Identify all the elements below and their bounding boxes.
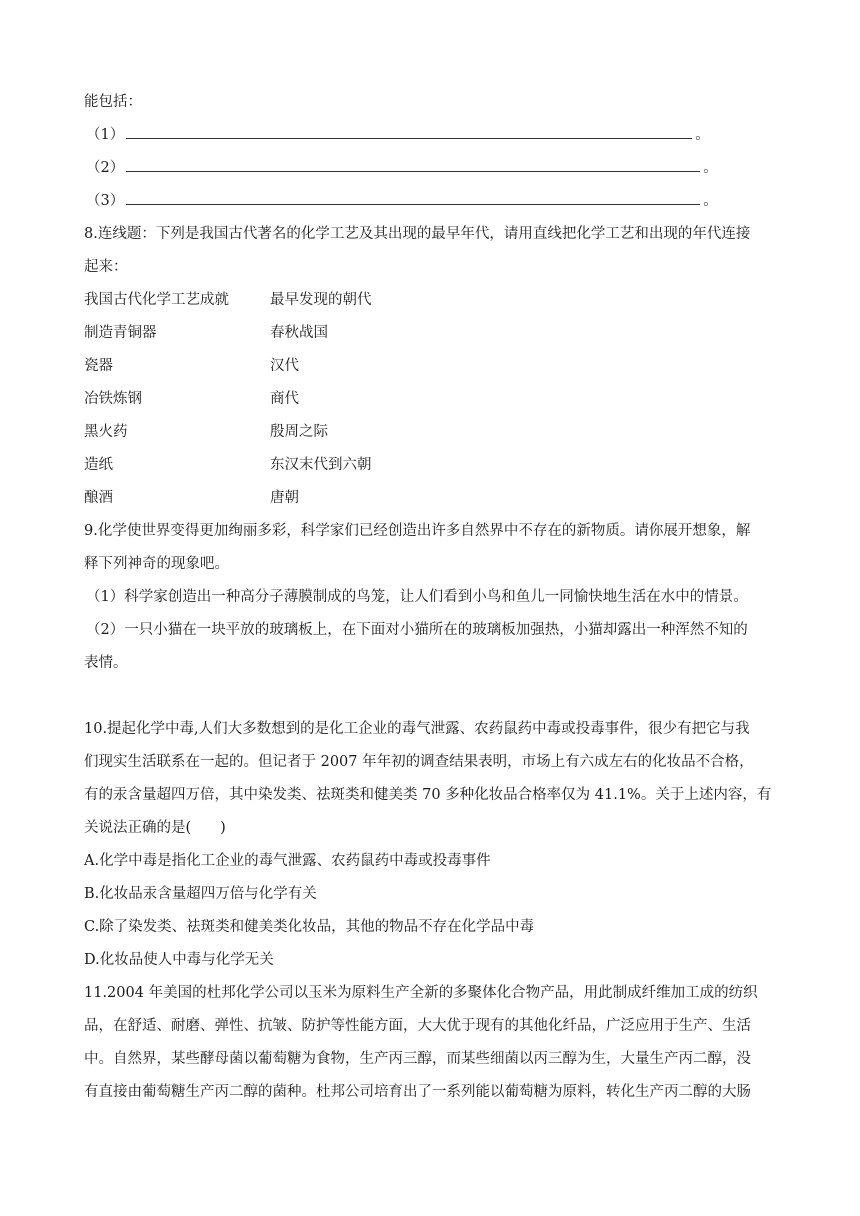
match-right-item[interactable]: 春秋战国 <box>270 325 328 341</box>
match-header-left: 我国古代化学工艺成就 <box>84 292 229 308</box>
q9-stem-line-1: 9.化学使世界变得更加绚丽多彩，科学家们已经创造出许多自然界中不存在的新物质。请你展开想象，解 <box>84 523 751 539</box>
q10-option-c[interactable]: C.除了染发类、祛斑类和健美类化妆品，其他的物品不存在化学品中毒 <box>84 919 535 935</box>
q10-option-a[interactable]: A.化学中毒是指化工企业的毒气泄露、农药鼠药中毒或投毒事件 <box>84 853 491 869</box>
match-header-right: 最早发现的朝代 <box>270 292 372 308</box>
section-gap <box>84 680 784 713</box>
q7-blank-3[interactable] <box>84 185 784 218</box>
blank-number: （3） <box>86 193 125 209</box>
match-left-item[interactable]: 冶铁炼钢 <box>84 391 142 407</box>
q9-stem-line-2: 释下列神奇的现象吧。 <box>84 556 229 572</box>
answer-line[interactable] <box>126 120 692 139</box>
q11-line-2: 品，在舒适、耐磨、弹性、抗皱、防护等性能方面，大大优于现有的其他化纤品，广泛应用于生产、生活 <box>84 1018 751 1034</box>
blank-end: 。 <box>703 193 718 209</box>
q10-option-d[interactable]: D.化妆品使人中毒与化学无关 <box>84 952 274 968</box>
blank-number: （2） <box>86 160 125 176</box>
match-right-item[interactable]: 唐朝 <box>270 490 299 506</box>
match-left-item[interactable]: 制造青铜器 <box>84 325 157 341</box>
document-page <box>84 86 784 1109</box>
q11-line-1: 11.2004 年美国的杜邦化学公司以玉米为原料生产全新的多聚体化合物产品，用此制成纤维加工成的纺织 <box>84 985 758 1001</box>
answer-line[interactable] <box>126 153 700 172</box>
q7-lead: 能包括： <box>84 94 142 110</box>
q8-stem-line-1: 8.连线题：下列是我国古代著名的化学工艺及其出现的最早年代，请用直线把化学工艺和出现的年代连接 <box>84 226 751 242</box>
q10-line-1: 10.提起化学中毒,人们大多数想到的是化工企业的毒气泄露、农药鼠药中毒或投毒事件，很少有把它与我 <box>84 721 750 737</box>
match-right-item[interactable]: 商代 <box>270 391 299 407</box>
match-right-item[interactable]: 殷周之际 <box>270 424 328 440</box>
q11-line-3: 中。自然界，某些酵母菌以葡萄糖为食物，生产丙三醇，而某些细菌以丙三醇为生，大量生产丙二醇，没 <box>84 1051 751 1067</box>
blank-end: 。 <box>695 127 710 143</box>
q8-matching-table <box>84 284 784 515</box>
q10-line-4: 关说法正确的是( ) <box>84 820 226 836</box>
q10-line-2: 们现实生活联系在一起的。但记者于 2007 年年初的调查结果表明，市场上有六成左右的化妆品不合格， <box>84 754 754 770</box>
answer-line[interactable] <box>126 186 700 205</box>
match-right-item[interactable]: 东汉末代到六朝 <box>270 457 372 473</box>
q10-line-3: 有的汞含量超四万倍，其中染发类、祛斑类和健美类 70 多种化妆品合格率仅为 41.1%。关于上述内容，有 <box>84 787 772 803</box>
q9-item-1: （1）科学家创造出一种高分子薄膜制成的鸟笼，让人们看到小鸟和鱼儿一同愉快地生活在水中的情景。 <box>86 589 748 605</box>
match-left-item[interactable]: 黑火药 <box>84 424 128 440</box>
match-left-item[interactable]: 造纸 <box>84 457 113 473</box>
q9-item-2-line-1: （2）一只小猫在一块平放的玻璃板上，在下面对小猫所在的玻璃板加强热，小猫却露出一种浑然不知的 <box>86 622 748 638</box>
blank-number: （1） <box>86 127 125 143</box>
q9-item-2-line-2: 表情。 <box>84 655 128 671</box>
q8-stem-line-2: 起来： <box>84 259 128 275</box>
blank-end: 。 <box>703 160 718 176</box>
q7-blank-1[interactable] <box>84 119 784 152</box>
q7-blank-2[interactable] <box>84 152 784 185</box>
q10-option-b[interactable]: B.化妆品汞含量超四万倍与化学有关 <box>84 886 317 902</box>
match-right-item[interactable]: 汉代 <box>270 358 299 374</box>
match-left-item[interactable]: 瓷器 <box>84 358 113 374</box>
match-left-item[interactable]: 酿酒 <box>84 490 113 506</box>
q11-line-4: 有直接由葡萄糖生产丙二醇的菌种。杜邦公司培育出了一系列能以葡萄糖为原料，转化生产丙二醇的大肠 <box>84 1084 751 1100</box>
